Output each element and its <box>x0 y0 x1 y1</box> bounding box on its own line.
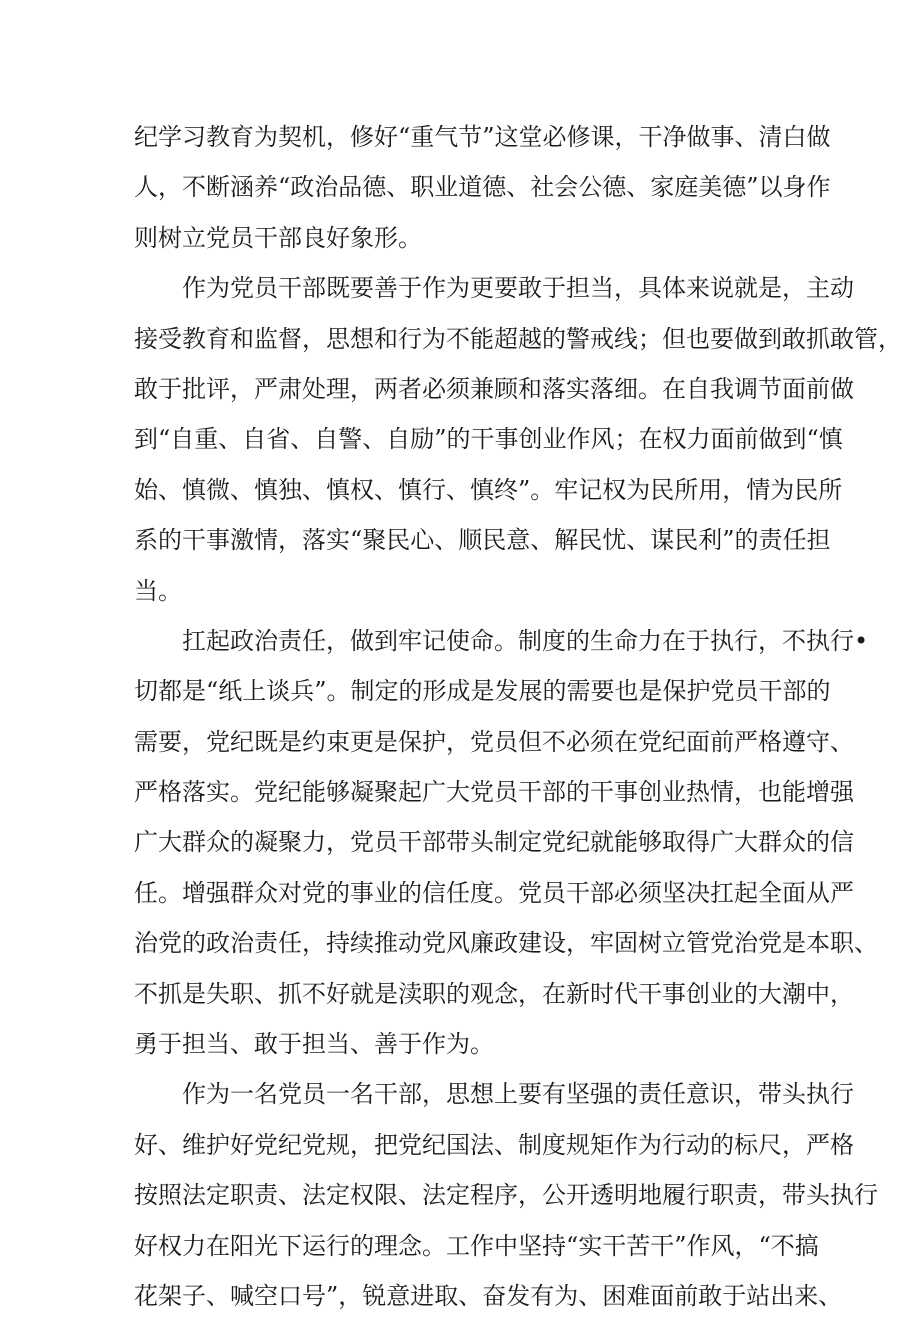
document-body <box>134 112 902 1321</box>
paragraph-2-line-7: 当。 <box>134 576 182 605</box>
paragraph-3-line-9: 勇于担当、敢于担当、善于作为。 <box>134 1030 494 1059</box>
paragraph-1-line-3: 则树立党员干部良好象形。 <box>134 223 422 252</box>
paragraph-2-line-5: 始、慎微、慎独、慎权、慎行、慎终”。牢记权为民所用，情为民所 <box>134 475 843 504</box>
paragraph-3-line-3: 需要，党纪既是约束更是保护，党员但不必须在党纪面前严格遵守、 <box>134 727 854 756</box>
paragraph-3-line-2: 切都是“纸上谈兵”。制定的形成是发展的需要也是保护党员干部的 <box>134 677 831 706</box>
paragraph-2-line-2: 接受教育和监督，思想和行为不能超越的警戒线；但也要做到敢抓敢管， <box>134 324 902 353</box>
paragraph-3-line-5: 广大群众的凝聚力，党员干部带头制定党纪就能够取得广大群众的信 <box>134 828 854 857</box>
paragraph-3-line-8: 不抓是失职、抓不好就是渎职的观念，在新时代干事创业的大潮中， <box>134 979 854 1008</box>
paragraph-2-line-1: 作为党员干部既要善于作为更要敢于担当，具体来说就是，主动 <box>182 274 854 303</box>
paragraph-4-line-5: 花架子、喊空口号”，锐意进取、奋发有为、困难面前敢于站出来、 <box>134 1281 843 1310</box>
paragraph-2-line-3: 敢于批评，严肃处理，两者必须兼顾和落实落细。在自我调节面前做 <box>134 374 854 403</box>
paragraph-3-line-7: 治党的政治责任，持续推动党风廉政建设，牢固树立管党治党是本职、 <box>134 929 878 958</box>
paragraph-4-line-3: 按照法定职责、法定权限、法定程序，公开透明地履行职责，带头执行 <box>134 1181 878 1210</box>
paragraph-1-line-1: 纪学习教育为契机，修好“重气节”这堂必修课，干净做事、清白做 <box>134 123 831 151</box>
paragraph-3-line-1: 扛起政治责任，做到牢记使命。制度的生命力在于执行，不执行• <box>182 626 869 655</box>
paragraph-4-line-2: 好、维护好党纪党规，把党纪国法、制度规矩作为行动的标尺，严格 <box>134 1130 854 1159</box>
paragraph-2-line-4: 到“自重、自省、自警、自励”的干事创业作风；在权力面前做到“慎 <box>134 425 843 454</box>
paragraph-4-line-1: 作为一名党员一名干部，思想上要有坚强的责任意识，带头执行 <box>182 1080 854 1109</box>
paragraph-3-line-4: 严格落实。党纪能够凝聚起广大党员干部的干事创业热情，也能增强 <box>134 778 854 807</box>
paragraph-3-line-6: 任。增强群众对党的事业的信任度。党员干部必须坚决扛起全面从严 <box>134 878 854 907</box>
paragraph-2-line-6: 系的干事激情，落实“聚民心、顺民意、解民忧、谋民利”的责任担 <box>134 526 831 555</box>
paragraph-4-line-4: 好权力在阳光下运行的理念。工作中坚持“实干苦干”作风，“不搞 <box>134 1231 819 1260</box>
paragraph-1-line-2: 人，不断涵养“政治品德、职业道德、社会公德、家庭美德”以身作 <box>134 173 831 202</box>
